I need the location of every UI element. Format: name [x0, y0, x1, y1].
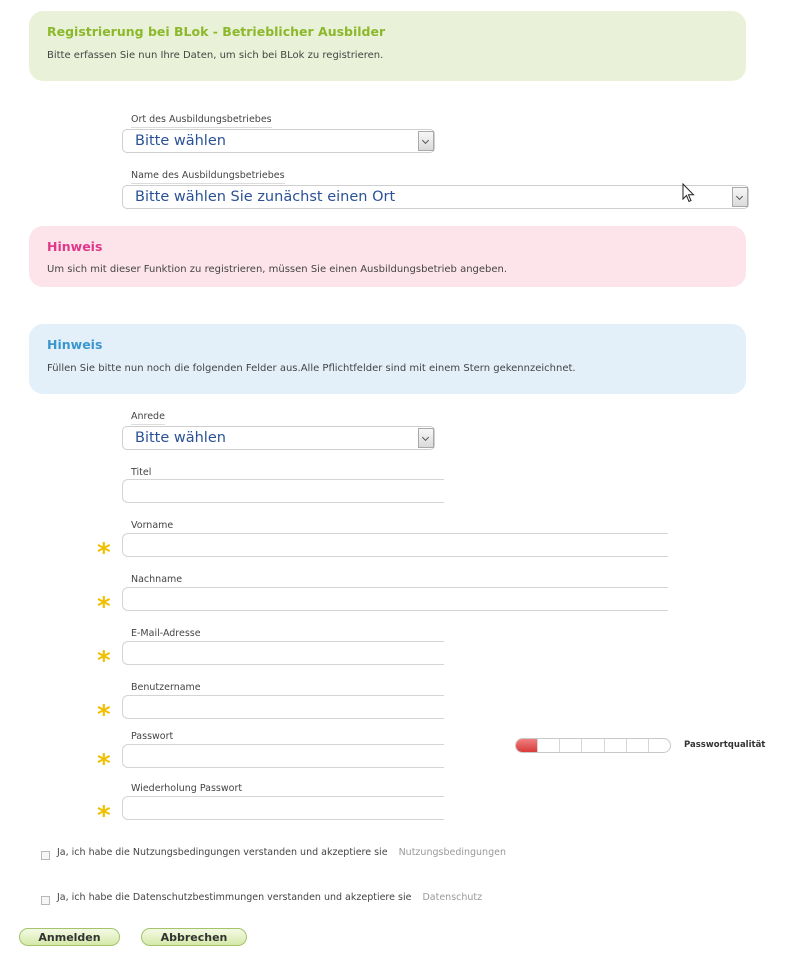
username-input[interactable]: [122, 695, 444, 719]
password-input[interactable]: [122, 744, 444, 768]
fields-notice-panel: [29, 324, 746, 394]
lastname-input[interactable]: [122, 587, 668, 611]
cancel-button[interactable]: Abbrechen: [141, 928, 247, 946]
company-location-select[interactable]: [122, 129, 435, 153]
mouse-cursor-icon: [682, 183, 696, 203]
required-star-icon: *: [97, 700, 111, 730]
privacy-consent-text: Ja, ich habe die Datenschutzbestimmungen verstanden und akzeptiere sie: [57, 892, 412, 903]
intro-panel: [29, 11, 746, 81]
password-quality-segment: [516, 739, 538, 752]
required-star-icon: *: [97, 592, 111, 622]
required-star-icon: *: [97, 749, 111, 779]
company-name-select[interactable]: [122, 185, 749, 209]
required-star-icon: *: [97, 538, 111, 568]
password-repeat-label: Wiederholung Passwort: [131, 783, 242, 797]
email-label: E-Mail-Adresse: [131, 628, 201, 642]
company-notice-text: Um sich mit dieser Funktion zu registrieren, müssen Sie einen Ausbildungsbetrieb angeben.: [47, 264, 508, 275]
privacy-checkbox[interactable]: [41, 896, 50, 905]
intro-text: Bitte erfassen Sie nun Ihre Daten, um sich bei BLok zu registrieren.: [47, 50, 384, 61]
lastname-label: Nachname: [131, 574, 182, 588]
firstname-label: Vorname: [131, 520, 173, 534]
password-quality-meter: [515, 738, 671, 753]
password-quality-segment: [627, 739, 649, 752]
company-notice-title: Hinweis: [47, 239, 103, 254]
password-quality-segment: [538, 739, 560, 752]
title-label: Titel: [131, 467, 151, 481]
company-name-label: Name des Ausbildungsbetriebes: [131, 170, 285, 184]
required-star-icon: *: [97, 646, 111, 676]
submit-button[interactable]: Anmelden: [19, 928, 120, 946]
chevron-down-icon[interactable]: [418, 131, 434, 151]
terms-consent-text: Ja, ich habe die Nutzungsbedingungen verstanden und akzeptiere sie: [57, 847, 388, 858]
password-quality-segment: [605, 739, 627, 752]
terms-checkbox[interactable]: [41, 851, 50, 860]
company-notice-panel: [29, 226, 746, 287]
required-star-icon: *: [97, 801, 111, 831]
username-label: Benutzername: [131, 682, 201, 696]
company-name-value: Bitte wählen Sie zunächst einen Ort: [135, 189, 396, 205]
title-input[interactable]: [122, 479, 444, 503]
intro-title: Registrierung bei BLok - Betrieblicher Ausbilder: [47, 24, 386, 39]
chevron-down-icon[interactable]: [732, 187, 748, 207]
salutation-select[interactable]: [122, 426, 435, 450]
password-repeat-input[interactable]: [122, 796, 444, 820]
chevron-down-icon[interactable]: [418, 428, 434, 448]
salutation-value: Bitte wählen: [135, 430, 226, 446]
privacy-link[interactable]: Datenschutz: [422, 892, 483, 903]
terms-link[interactable]: Nutzungsbedingungen: [398, 847, 506, 858]
fields-notice-text: Füllen Sie bitte nun noch die folgenden Felder aus.Alle Pflichtfelder sind mit einem Stern gekennzeichnet.: [47, 363, 576, 374]
fields-notice-title: Hinweis: [47, 337, 103, 352]
email-input[interactable]: [122, 641, 444, 665]
password-quality-label: Passwortqualität: [684, 740, 766, 750]
company-location-label: Ort des Ausbildungsbetriebes: [131, 114, 272, 128]
password-quality-segment: [560, 739, 582, 752]
terms-consent: [57, 847, 506, 858]
company-location-value: Bitte wählen: [135, 133, 226, 149]
firstname-input[interactable]: [122, 533, 668, 557]
password-label: Passwort: [131, 731, 173, 745]
password-quality-segment: [649, 739, 670, 752]
password-quality-segment: [582, 739, 604, 752]
salutation-label: Anrede: [131, 411, 165, 425]
privacy-consent: [57, 892, 482, 903]
